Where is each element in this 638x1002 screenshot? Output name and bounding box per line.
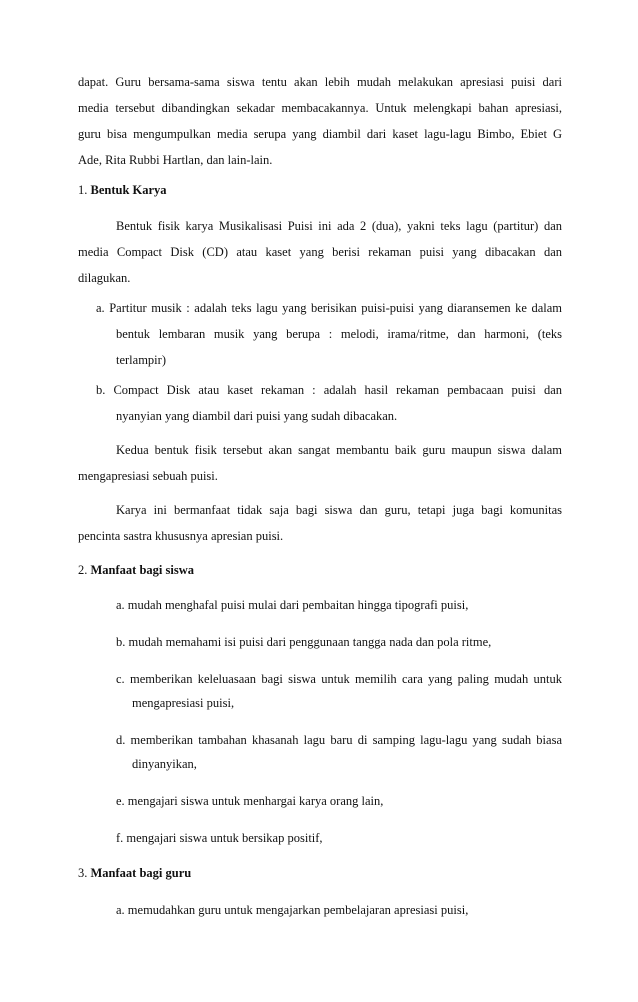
intro-line: guru bisa mengumpulkan media serupa yang diambil dari kaset lagu-lagu Bimbo, Ebiet G — [78, 127, 562, 141]
section-heading — [78, 177, 167, 203]
list-item: b. mudah memahami isi puisi dari penggunaan tangga nada dan pola ritme, — [116, 635, 492, 649]
list-item-line: a. Partitur musik : adalah teks lagu yang berisikan puisi-puisi yang diaransemen ke dalam — [96, 301, 562, 315]
section-title: Manfaat bagi siswa — [90, 563, 194, 577]
section-heading — [78, 557, 194, 583]
paragraph-line: mengapresiasi sebuah puisi. — [78, 469, 218, 483]
section-number: 2. — [78, 563, 88, 577]
list-item-line: mengapresiasi puisi, — [132, 696, 235, 710]
section-title: Manfaat bagi guru — [90, 866, 192, 880]
section-number: 1. — [78, 183, 88, 197]
intro-line: dapat. Guru bersama-sama siswa tentu akan lebih mudah melakukan apresiasi puisi dari — [78, 75, 562, 89]
list-item-line: bentuk lembaran musik yang berupa : melodi, irama/ritme, dan harmoni, (teks — [116, 327, 562, 341]
list-item-line: c. memberikan keleluasaan bagi siswa untuk memilih cara yang paling mudah untuk — [116, 672, 562, 686]
paragraph-line: Bentuk fisik karya Musikalisasi Puisi ini ada 2 (dua), yakni teks lagu (partitur) dan — [116, 219, 562, 233]
list-item: f. mengajari siswa untuk bersikap positif, — [116, 831, 323, 845]
paragraph-line: pencinta sastra khususnya apresian puisi. — [78, 529, 284, 543]
list-item-line: b. Compact Disk atau kaset rekaman : adalah hasil rekaman pembacaan puisi dan — [96, 383, 562, 397]
list-item: a. memudahkan guru untuk mengajarkan pembelajaran apresiasi puisi, — [116, 903, 469, 917]
list-item-line: d. memberikan tambahan khasanah lagu baru di samping lagu-lagu yang sudah biasa — [116, 733, 562, 747]
list-item: a. mudah menghafal puisi mulai dari pembaitan hingga tipografi puisi, — [116, 598, 469, 612]
list-item-line: nyanyian yang diambil dari puisi yang sudah dibacakan. — [116, 409, 398, 423]
intro-line: media tersebut dibandingkan sekadar membacakannya. Untuk melengkapi bahan apresiasi, — [78, 101, 562, 115]
paragraph-line: dilagukan. — [78, 271, 131, 285]
paragraph-line: Kedua bentuk fisik tersebut akan sangat membantu baik guru maupun siswa dalam — [116, 443, 562, 457]
paragraph-line: Karya ini bermanfaat tidak saja bagi siswa dan guru, tetapi juga bagi komunitas — [116, 503, 562, 517]
list-item-line: terlampir) — [116, 353, 166, 367]
paragraph-line: media Compact Disk (CD) atau kaset yang berisi rekaman puisi yang dibacakan dan — [78, 245, 562, 259]
list-item-line: dinyanyikan, — [132, 757, 197, 771]
section-number: 3. — [78, 866, 88, 880]
intro-line: Ade, Rita Rubbi Hartlan, dan lain-lain. — [78, 153, 273, 167]
section-heading — [78, 860, 191, 886]
list-item: e. mengajari siswa untuk menhargai karya orang lain, — [116, 794, 384, 808]
section-title: Bentuk Karya — [90, 183, 167, 197]
